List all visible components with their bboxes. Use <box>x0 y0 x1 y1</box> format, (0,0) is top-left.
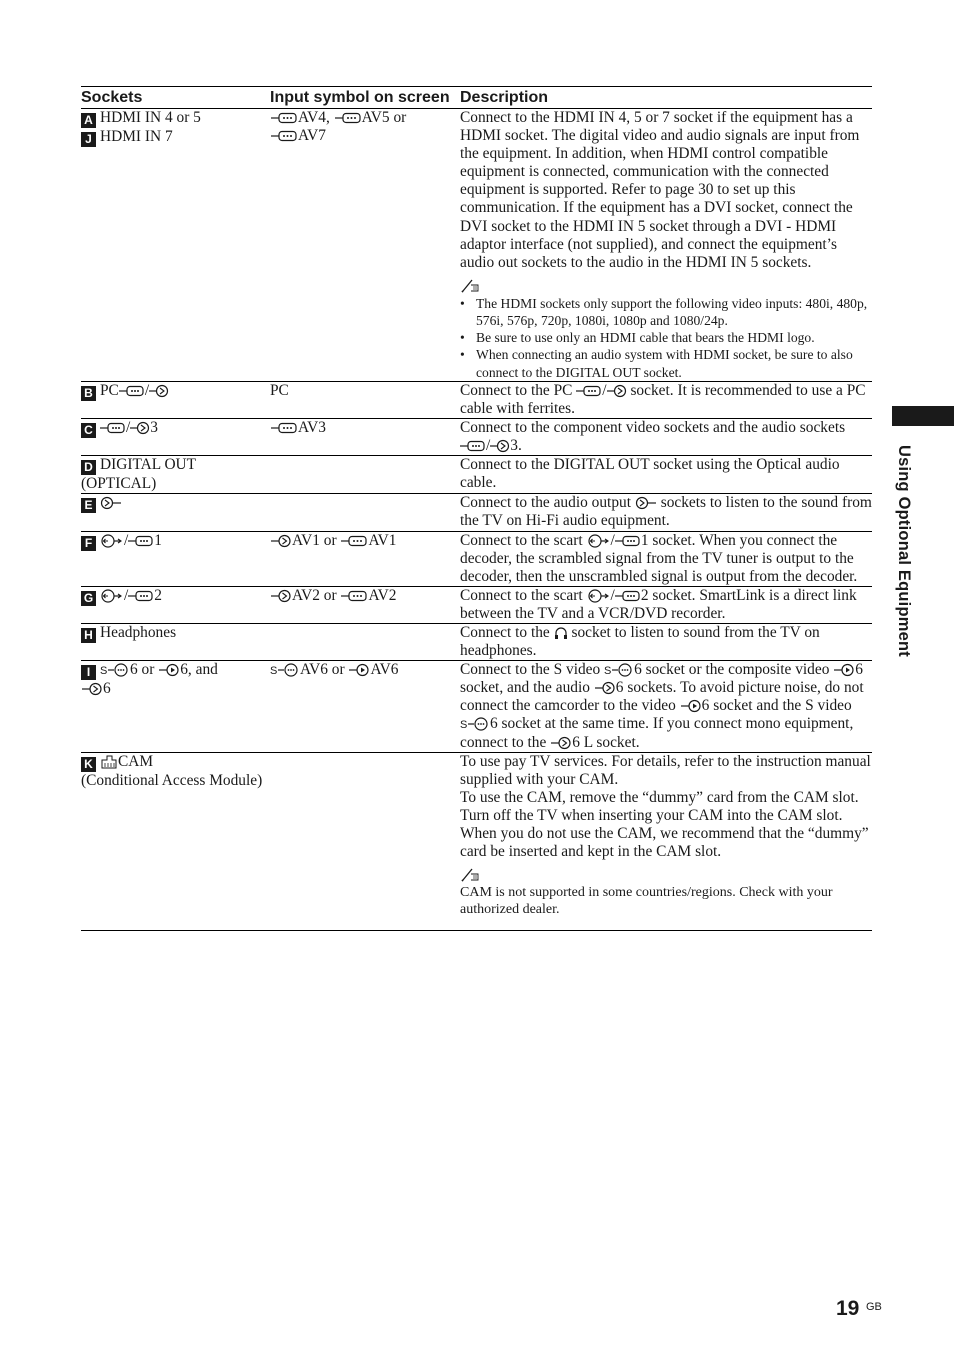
audio-input-icon <box>550 736 572 750</box>
audio-input-icon <box>270 589 292 603</box>
component-input-icon <box>334 111 362 125</box>
audio-output-icon <box>635 496 657 510</box>
video-input-icon <box>348 663 370 677</box>
component-input-icon <box>340 534 368 548</box>
video-input-icon <box>680 699 702 713</box>
description-text: 6 socket at the same time. If you connect mono equipment, connect to the <box>460 715 854 751</box>
description-cell <box>460 661 872 752</box>
socket-cell <box>81 661 270 752</box>
table-row <box>81 456 872 494</box>
description-cell: Connect to the scart / 1 socket. When you connect the decoder, the scrambled signal from the TV tuner is output to the decoder, then the unscrambled signal is output from the decoder. <box>460 531 872 586</box>
description-text: 6 L socket. <box>572 733 640 751</box>
description-text: 6 socket and the S video <box>701 697 852 715</box>
input-symbol-text: AV3 <box>298 419 326 437</box>
description-text: 2 socket. SmartLink is a direct link between the TV and a VCR/DVD recorder. <box>460 586 857 622</box>
socket-label: 6 <box>103 680 111 698</box>
socket-label: Headphones <box>100 623 177 641</box>
description-cell: Connect to the PC / socket. It is recommended to use a PC cable with ferrites. <box>460 381 872 418</box>
component-input-icon <box>270 111 298 125</box>
description-text: 6 socket, and the audio <box>460 661 863 697</box>
socket-label: HDMI IN 7 <box>100 128 173 145</box>
table-row <box>81 419 872 456</box>
input-symbol-cell <box>270 456 460 494</box>
s-video-input-icon <box>460 717 490 731</box>
audio-input-icon <box>594 681 616 695</box>
component-input-icon <box>100 421 126 435</box>
audio-output-icon <box>100 496 122 510</box>
socket-badge: B <box>81 386 96 401</box>
table-row <box>81 661 872 752</box>
component-input-icon <box>128 589 154 603</box>
description-text: sockets to listen to the sound from the TV on Hi-Fi audio equipment. <box>460 494 872 530</box>
s-video-input-icon <box>100 663 130 677</box>
input-symbol-cell <box>270 752 460 930</box>
socket-label: CAM <box>118 752 154 770</box>
section-title-text: Using Optional Equipment <box>895 445 913 657</box>
svg-text:S: S <box>270 665 278 678</box>
socket-label: 3 <box>150 419 158 437</box>
socket-badge: J <box>81 132 96 147</box>
socket-badge: C <box>81 423 96 438</box>
svg-text:S: S <box>460 719 468 732</box>
description-text: socket to listen to sound from the TV on headphones. <box>460 623 820 660</box>
scart-io-icon <box>587 534 611 548</box>
header-sockets: Sockets <box>81 87 270 109</box>
socket-label: 6, and <box>180 661 218 679</box>
description-cell <box>460 109 872 382</box>
table-row <box>81 623 872 660</box>
scart-io-icon <box>100 589 124 603</box>
socket-cell <box>81 752 270 930</box>
input-symbol-cell <box>270 494 460 531</box>
socket-badge: F <box>81 536 96 551</box>
component-input-icon <box>615 534 641 548</box>
description-text: Connect to the scart <box>460 531 583 549</box>
socket-badge: K <box>81 757 96 772</box>
socket-cell <box>81 109 270 382</box>
input-symbol-text: AV2 or <box>292 586 337 604</box>
audio-input-icon <box>130 421 150 435</box>
description-text: 6 sockets. To avoid picture noise, do not connect the camcorder to the video <box>460 679 864 715</box>
cam-slot-icon <box>100 754 118 769</box>
input-symbol-cell <box>270 623 460 660</box>
socket-cell: B PC / <box>81 381 270 418</box>
table-row <box>81 531 872 586</box>
socket-cell <box>81 623 270 660</box>
input-symbol-cell <box>270 531 460 586</box>
description-text: Connect to the HDMI IN 4, 5 or 7 socket if the equipment has a HDMI socket. The digital video and audio signals are input from the equipment. In addition, when HDMI control compatible equipment is connected, communication with the connected equipment is supported. Refer to page 30 to set up this communication. If the equipment has a DVI socket, connect the DVI socket to the HDMI IN 5 socket through a DVI - HDMI adaptor interface (not supplied), and connect the equipment’s audio out sockets to the audio in the HDMI IN 5 sockets. <box>460 109 860 271</box>
socket-label: HDMI IN 4 or 5 <box>100 109 201 126</box>
description-text: Connect to the S video <box>460 661 601 679</box>
description-text: Connect to the audio output <box>460 494 631 512</box>
list-item: • When connecting an audio system with HDMI socket, be sure to also connect to the DIGITAL OUT socket. <box>460 346 872 380</box>
socket-cell <box>81 494 270 531</box>
list-item: • The HDMI sockets only support the following video inputs: 480i, 480p, 576i, 576p, 720p, 1080i, 1080p and 1080/24p. <box>460 295 872 329</box>
svg-text:S: S <box>604 665 612 678</box>
socket-label: 1 <box>154 531 162 549</box>
description-text: 6 socket or the composite video <box>634 661 830 679</box>
component-input-icon <box>576 384 602 398</box>
description-text: 3. <box>510 437 522 455</box>
header-input-symbol: Input symbol on screen <box>270 87 460 109</box>
note-pencil-icon <box>460 278 872 295</box>
description-text: Connect to the PC <box>460 381 573 399</box>
s-video-input-icon <box>270 663 300 677</box>
socket-badge: G <box>81 591 96 606</box>
component-input-icon <box>460 439 486 453</box>
input-symbol-cell <box>270 419 460 456</box>
component-input-icon <box>340 589 368 603</box>
socket-badge: H <box>81 628 96 643</box>
description-cell <box>460 494 872 531</box>
headphones-icon <box>554 626 568 640</box>
socket-label: 2 <box>154 586 162 604</box>
socket-label: 6 or <box>130 661 155 679</box>
socket-badge: I <box>81 665 96 680</box>
description-cell: Connect to the component video sockets and the audio sockets / 3. <box>460 419 872 456</box>
table-row <box>81 586 872 623</box>
sockets-table <box>81 86 872 931</box>
input-symbol-text: AV5 or <box>361 109 407 126</box>
input-symbol-cell <box>270 661 460 752</box>
note-text: CAM is not supported in some countries/regions. Check with your authorized dealer. <box>460 885 833 918</box>
scart-io-icon <box>100 534 124 548</box>
audio-input-icon <box>607 384 627 398</box>
description-text: Connect to the <box>460 623 550 641</box>
note-pencil-icon <box>460 867 872 884</box>
description-text: 1 socket. When you connect the decoder, the scrambled signal from the TV tuner is output to the decoder, then the unscrambled signal is output from the decoder. <box>460 531 858 585</box>
table-header-row <box>81 87 872 109</box>
component-input-icon <box>119 384 145 398</box>
audio-input-icon <box>490 439 510 453</box>
socket-label: DIGITAL OUT (OPTICAL) <box>81 456 196 493</box>
socket-cell: G / 2 <box>81 586 270 623</box>
description-cell: Connect to the DIGITAL OUT socket using the Optical audio cable. <box>460 456 872 494</box>
description-cell: Connect to the scart / 2 socket. SmartLink is a direct link between the TV and a VCR/DVD recorder. <box>460 586 872 623</box>
audio-input-icon <box>270 534 292 548</box>
input-symbol-cell: PC <box>270 381 460 418</box>
list-item: • Be sure to use only an HDMI cable that bears the HDMI logo. <box>460 329 872 346</box>
component-input-icon <box>270 421 298 435</box>
scart-io-icon <box>587 589 611 603</box>
socket-badge: E <box>81 498 96 513</box>
socket-cell <box>81 456 270 494</box>
input-symbol-text: AV4, <box>298 109 330 126</box>
input-symbol-text: AV6 or <box>300 661 345 679</box>
input-symbol-text: AV2 <box>368 586 397 604</box>
audio-input-icon <box>149 384 169 398</box>
description-cell <box>460 623 872 660</box>
input-symbol-cell <box>270 586 460 623</box>
input-symbol-text: AV7 <box>298 127 326 145</box>
description-text: Connect to the component video sockets and the audio sockets <box>460 419 846 437</box>
page-number: 19 <box>836 1297 860 1320</box>
section-title-vertical <box>894 445 916 675</box>
input-symbol-text: AV6 <box>370 661 399 679</box>
page-suffix: GB <box>866 1301 882 1313</box>
video-input-icon <box>833 663 855 677</box>
socket-cell: C / 3 <box>81 419 270 456</box>
socket-badge: A <box>81 113 96 128</box>
socket-label: (Conditional Access Module) <box>81 771 263 789</box>
description-text: Connect to the scart <box>460 586 583 604</box>
component-input-icon <box>128 534 154 548</box>
description-text: socket. It is recommended to use a PC cable with ferrites. <box>460 381 866 417</box>
input-symbol-text: AV1 or <box>292 531 337 549</box>
socket-cell: F / 1 <box>81 531 270 586</box>
socket-badge: D <box>81 460 96 475</box>
table-row <box>81 494 872 531</box>
svg-text:S: S <box>100 665 108 678</box>
input-symbol-text: AV1 <box>368 531 397 549</box>
table-row <box>81 381 872 418</box>
description-text: To use pay TV services. For details, refer to the instruction manual supplied with your CAM. <box>460 752 871 788</box>
socket-label: PC <box>100 381 119 399</box>
section-tab-marker <box>892 406 954 426</box>
input-symbol-cell <box>270 109 460 382</box>
component-input-icon <box>270 129 298 143</box>
component-input-icon <box>615 589 641 603</box>
description-text: To use the CAM, remove the “dummy” card from the CAM slot. Turn off the TV when inserting your CAM into the CAM slot. When you do not use the CAM, we recommend that the “dummy” card be inserted and kept in the CAM slot. <box>460 788 869 861</box>
audio-input-icon <box>81 682 103 696</box>
s-video-input-icon <box>604 663 634 677</box>
table-row <box>81 109 872 382</box>
notes-list <box>460 295 872 381</box>
header-description: Description <box>460 87 872 109</box>
table-row <box>81 752 872 930</box>
description-cell <box>460 752 872 930</box>
video-input-icon <box>158 663 180 677</box>
